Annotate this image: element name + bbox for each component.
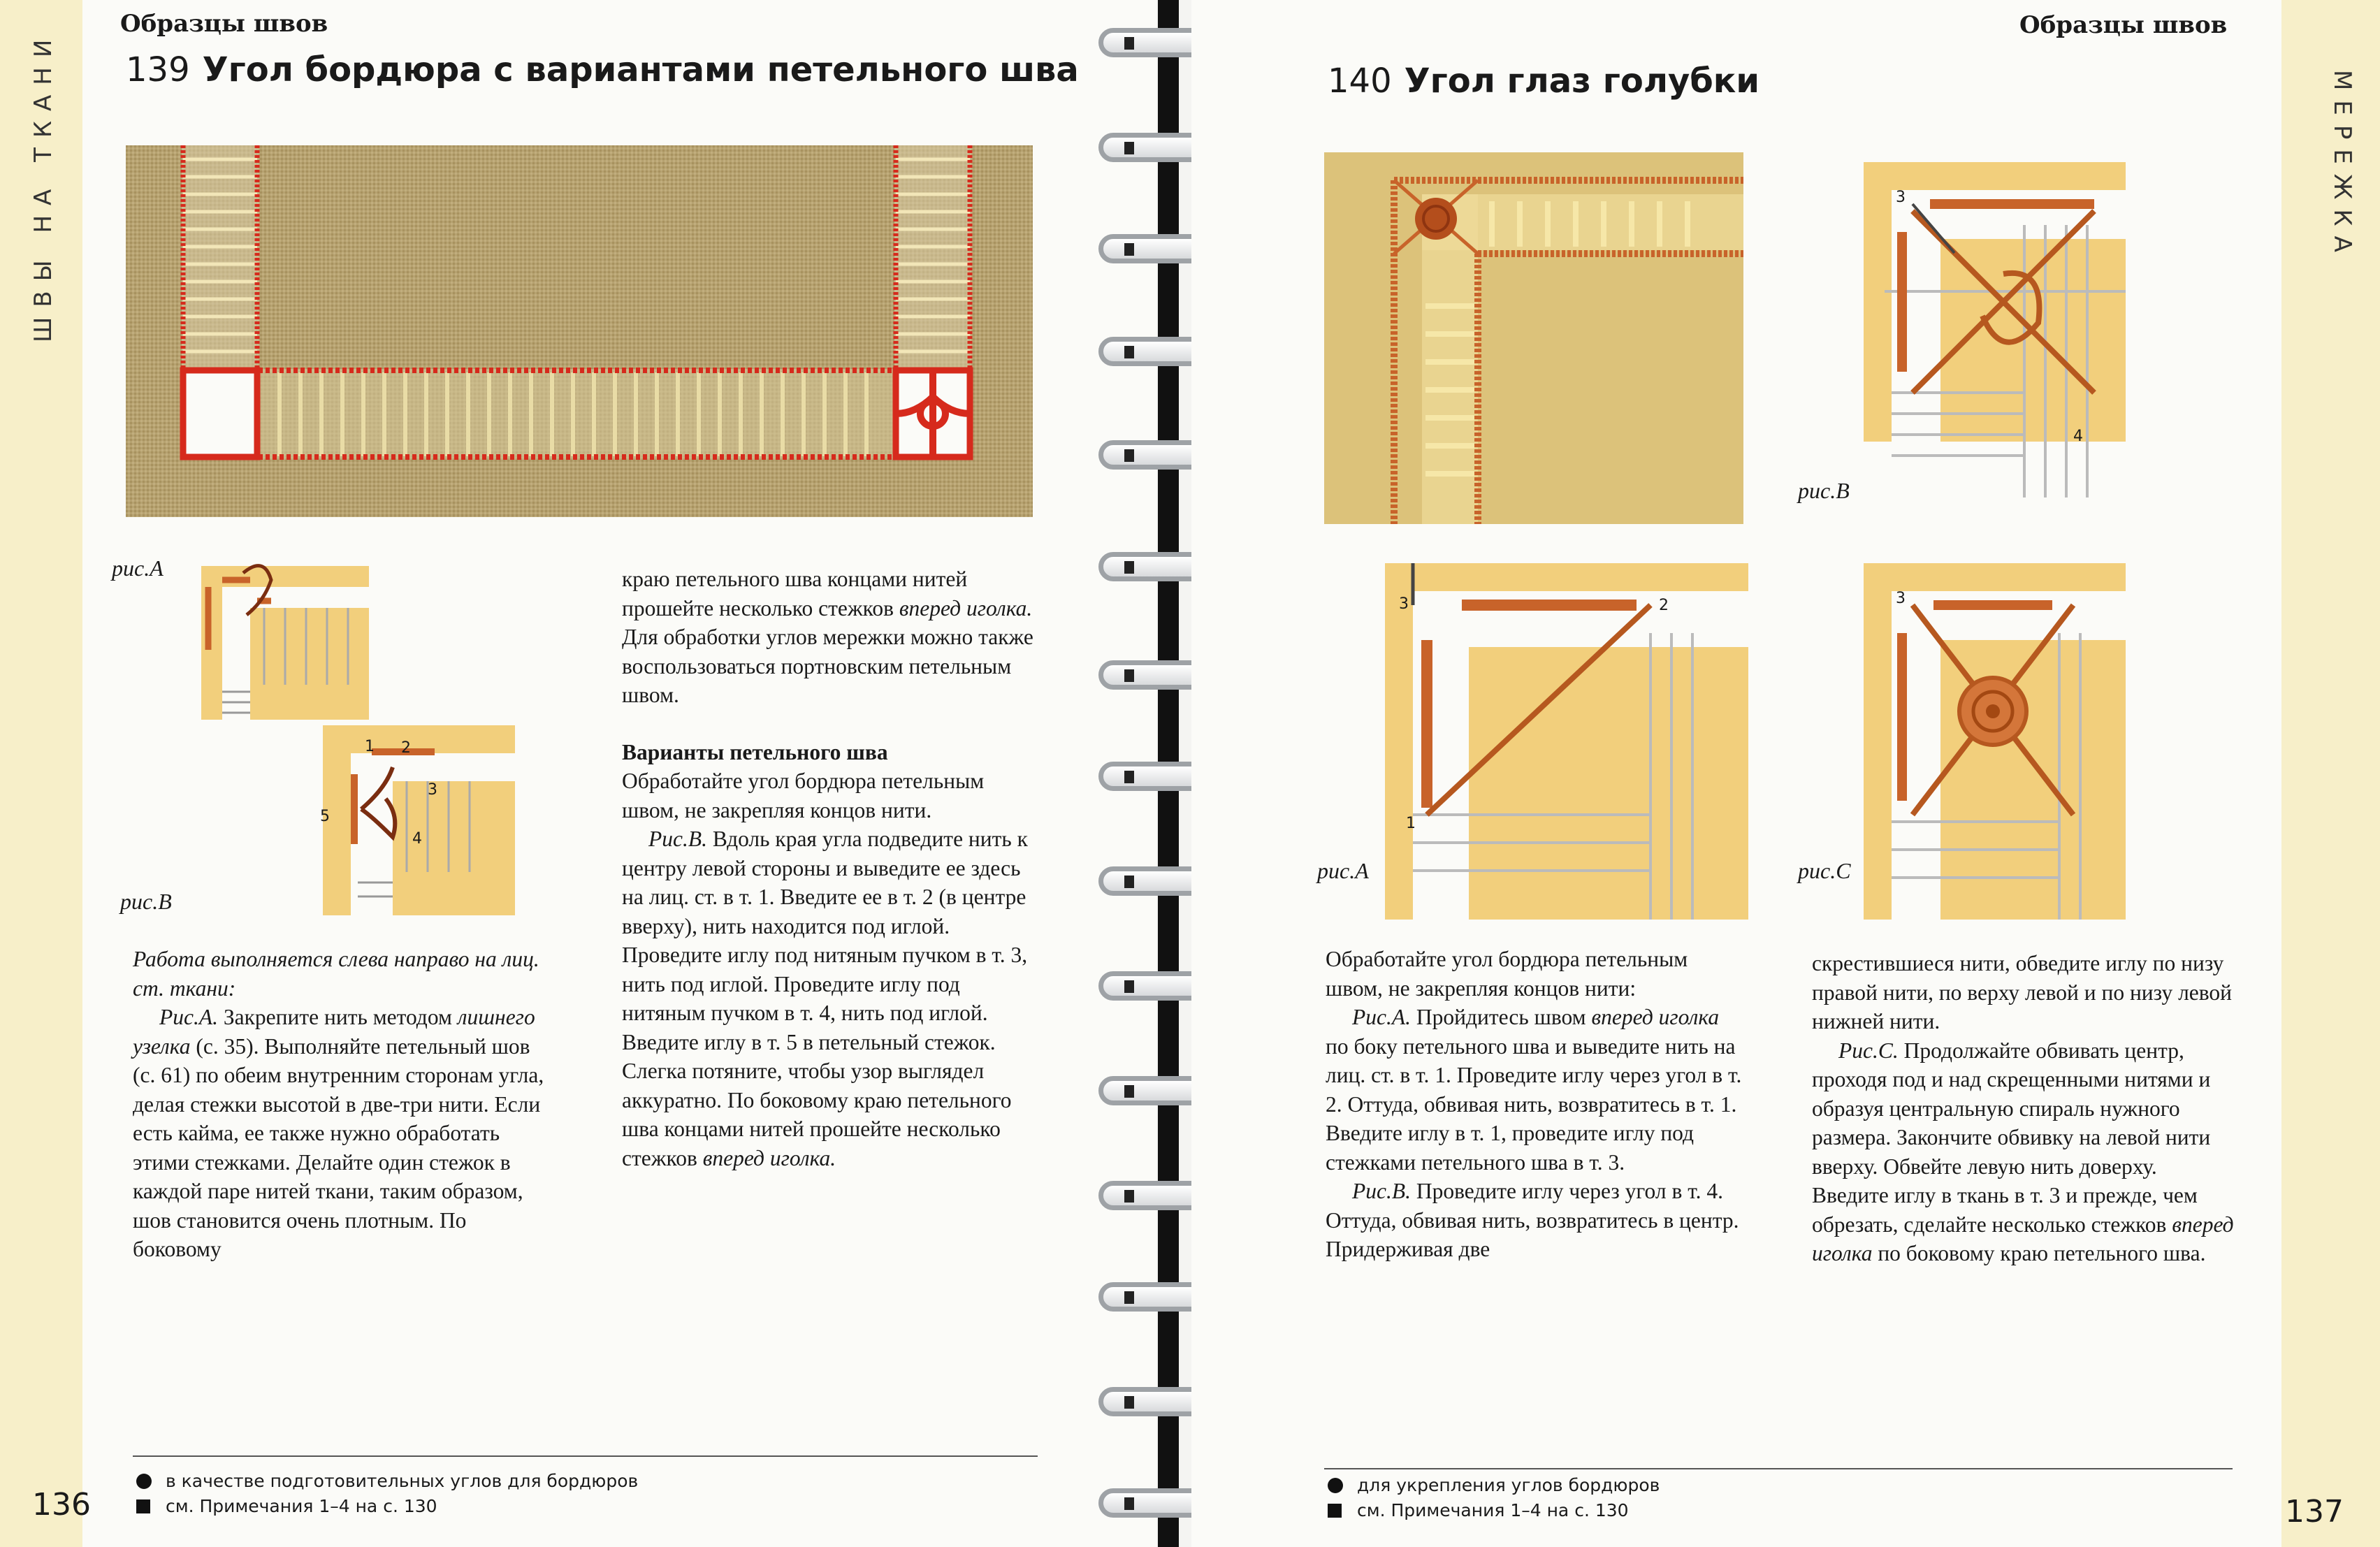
figure-a-label: рис.А <box>1317 858 1369 883</box>
fig-a-num-2: 2 <box>1659 597 1669 614</box>
fig-a-num-1: 1 <box>1406 815 1416 832</box>
fig-b-num-4: 4 <box>2073 428 2083 445</box>
fig-c-num-3: 3 <box>1896 590 1906 607</box>
fig-b-num-3: 3 <box>428 781 437 799</box>
section-heading: Варианты петельного шва <box>622 739 888 764</box>
fig-ref: Рис.С. <box>1838 1038 1899 1063</box>
text-span: Проведите иглу через угол в т. 4. Оттуда, обвивая нить, возвратитесь в центр. Придерживая две <box>1326 1179 1739 1261</box>
figure-c-diagram <box>1864 563 2126 920</box>
title-number: 140 <box>1328 61 1392 101</box>
bullet-circle-icon <box>136 1474 152 1489</box>
fig-a-num-3: 3 <box>1399 595 1409 613</box>
left-page <box>0 0 1156 1547</box>
side-label: ШВЫ НА ТКАНИ <box>29 29 57 342</box>
paragraph-fig-b <box>622 825 1036 1172</box>
left-column-2 <box>622 565 1036 1172</box>
paragraph-fig-a <box>133 1003 545 1264</box>
paragraph-fig-a <box>1326 1003 1743 1177</box>
text-span: краю петельного шва концами нитей прошейте несколько стежков <box>622 567 968 620</box>
italic-span: вперед иголка. <box>702 1145 836 1170</box>
right-page <box>1191 0 2380 1547</box>
fig-b-num-3: 3 <box>1896 189 1906 206</box>
page-title <box>1328 61 1759 101</box>
italic-span: лишнего узелка <box>133 1005 535 1059</box>
fig-b-num-5: 5 <box>320 808 330 825</box>
italic-span: вперед иголка. <box>899 595 1033 620</box>
text-span: по боковому краю петельного шва. <box>1878 1241 2206 1265</box>
running-head: Образцы швов <box>2019 11 2228 39</box>
fig-ref: Рис.В. <box>648 827 707 851</box>
footer-text: в качестве подготовительных углов для бордюров <box>166 1471 639 1491</box>
bullet-circle-icon <box>1328 1478 1343 1493</box>
fig-ref: Рис.В. <box>1352 1179 1411 1203</box>
linen-corner-photo <box>126 145 1033 517</box>
right-column-1 <box>1326 945 1743 1264</box>
footer-rule <box>133 1455 1038 1457</box>
fig-b-num-1: 1 <box>365 738 375 755</box>
page-number: 136 <box>32 1487 91 1523</box>
fig-b-num-4: 4 <box>412 830 422 848</box>
dove-eye-photo <box>1324 152 1743 524</box>
footer-line-1 <box>136 1469 638 1494</box>
italic-span: вперед иголка <box>1591 1005 1720 1029</box>
right-column-2 <box>1812 949 2235 1268</box>
footer-text: для укрепления углов бордюров <box>1357 1475 1660 1495</box>
page-title <box>126 50 1079 89</box>
footer-line-2 <box>136 1494 638 1519</box>
text-span: Для обработки углов мережки можно также воспользоваться портновским петельным швом. <box>622 625 1033 707</box>
text-span: Вдоль края угла подведите нить к центру левой стороны и выведите ее здесь на лиц. ст. в т. 1. Введите ее в т. 2 (в центре вверху), нить находится под иглой. Проведите иглу под нитяным пучком в т. 3, нить под иглой. Проведите иглу под нитяным пучком в т. 4, нить под иглой. Введите иглу в т. 5 в петельный стежок. Слегка потяните, чтобы узор выглядел аккуратно. По боковому краю петельного шва концами нитей прошейте несколько стежков <box>622 827 1028 1170</box>
paragraph-fig-c <box>1812 1036 2235 1268</box>
footer-line-2 <box>1328 1498 1660 1523</box>
footer-rule <box>1324 1468 2233 1469</box>
title-text: Угол бордюра с вариантами петельного шва <box>202 50 1079 89</box>
figure-b-label: рис.В <box>120 889 172 914</box>
paragraph-intro: Обработайте угол бордюра петельным швом, не закрепляя концов нити: <box>1326 947 1688 1001</box>
running-head: Образцы швов <box>120 10 328 38</box>
footer-line-1 <box>1328 1473 1660 1498</box>
text-span: по боку петельного шва и выведите нить на лиц. ст. в т. 1. Проведите иглу через угол в т. 2. Оттуда, обвивая нить, возвратитесь в т. 1. Введите иглу в т. 1, проведите иглу под стежками петельного шва в т. 3. <box>1326 1033 1742 1175</box>
figure-a-label: рис.А <box>112 555 164 581</box>
footer-notes <box>1328 1473 1660 1523</box>
paragraph-continued <box>622 565 1036 710</box>
figure-b-diagram <box>320 725 515 915</box>
fig-ref: Рис.А. <box>159 1005 218 1029</box>
text-span: (с. 35). Выполняйте петельный шов (с. 61) по обеим внутренним сторонам угла, делая стежки высотой в две-три нити. Если есть кайма, ее также нужно обработать этими стежками. Делайте один стежок в каждой паре нитей ткани, таким образом, шов становится очень плотным. По боковому <box>133 1033 544 1261</box>
figure-b-diagram <box>1864 162 2126 497</box>
paragraph-fig-b <box>1326 1177 1743 1264</box>
paragraph-continued: скрестившиеся нити, обведите иглу по низу правой нити, по верху левой и по низу левой нижней нити. <box>1812 951 2233 1033</box>
left-column-1 <box>133 945 545 1264</box>
page-number: 137 <box>2285 1494 2344 1530</box>
footer-text: см. Примечания 1–4 на с. 130 <box>166 1496 437 1516</box>
intro-text: Работа выполняется слева направо на лиц. ст. ткани: <box>133 947 539 1001</box>
side-label: МЕРЕЖКА <box>2328 70 2356 262</box>
figure-c-label: рис.С <box>1798 858 1851 883</box>
text-span: Закрепите нить методом <box>223 1005 452 1029</box>
fig-b-num-2: 2 <box>401 739 411 757</box>
text-span: Пройдитесь швом <box>1416 1005 1586 1029</box>
figure-b-label: рис.В <box>1798 478 1850 503</box>
figure-a-diagram <box>1385 563 1748 920</box>
title-text: Угол глаз голубки <box>1404 61 1760 101</box>
paragraph-variant: Обработайте угол бордюра петельным швом, не закрепляя концов нити. <box>622 769 985 822</box>
bullet-square-icon <box>1328 1504 1342 1518</box>
fig-ref: Рис.А. <box>1352 1005 1411 1029</box>
footer-text: см. Примечания 1–4 на с. 130 <box>1357 1500 1629 1520</box>
text-span: Продолжайте обвивать центр, проходя под и над скрещенными нитями и образуя центральную спираль нужного размера. Закончите обвивку на левой нити вверху. Обвейте левую нить доверху. Введите иглу в ткань в т. 3 и прежде, чем обрезать, сделайте несколько стежков <box>1812 1038 2211 1237</box>
title-number: 139 <box>126 50 190 89</box>
italic-span: вперед иголка <box>1812 1212 2234 1265</box>
bullet-square-icon <box>136 1499 150 1513</box>
footer-notes <box>136 1469 638 1519</box>
figure-a-diagram <box>180 559 369 727</box>
